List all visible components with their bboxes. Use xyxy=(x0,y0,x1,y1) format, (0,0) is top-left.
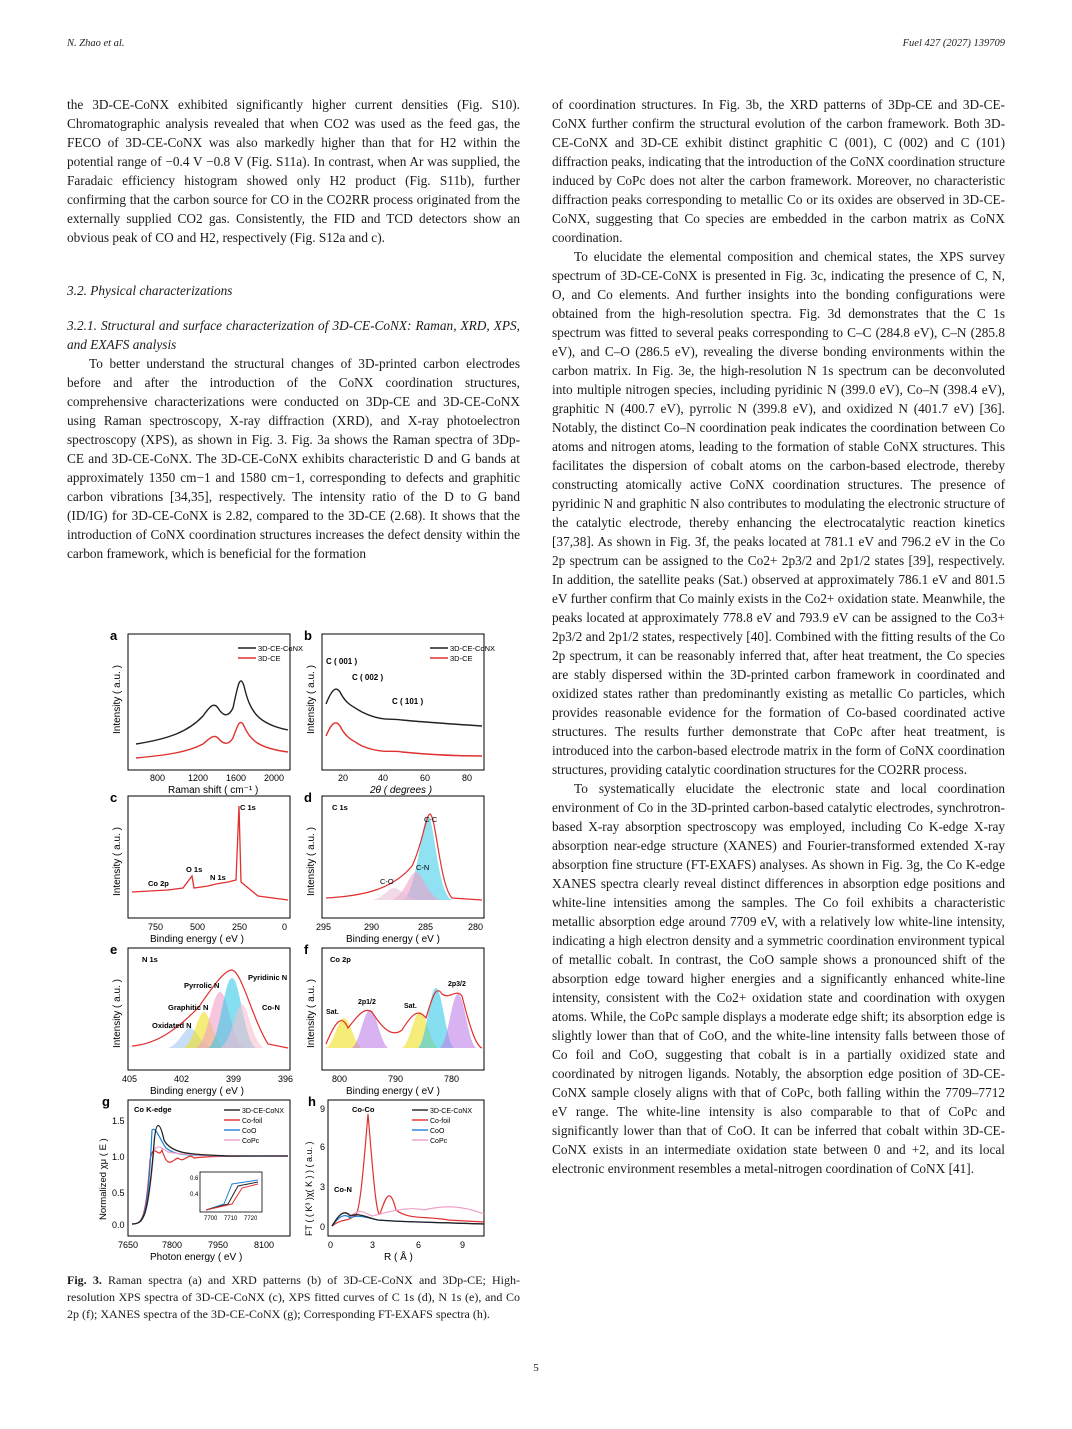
y-axis-label: FT ( ( K³ )χ( K ) ) ( a.u. ) xyxy=(304,1141,314,1236)
panel-f xyxy=(304,942,484,1097)
figure-3-panels xyxy=(100,626,498,1266)
tick-label: 1600 xyxy=(226,773,247,783)
tick-label: 790 xyxy=(388,1074,404,1084)
c1s-envelope xyxy=(326,814,482,900)
tick-label: 280 xyxy=(468,922,484,932)
paragraph: To elucidate the elemental composition and chemical states, the XPS survey spectrum of 3D-CE-CoNX is presented in Fig. 3c, indicating the presence of C, N, O, and Co elements. And further insights into the bonding configurations were obtained from the high-resolution spectra. Fig. 3d demonstrates that the C 1s spectrum was fitted to several peaks corresponding to C–C (284.8 eV), C–N (285.8 eV), and C–O (286.5 eV), revealing the diverse bonding environments within the carbon matrix. In Fig. 3e, the high-resolution N 1s spectrum can be deconvoluted into multiple nitrogen species, including pyridinic N (399.0 eV), Co–N (398.4 eV), graphitic N (400.7 eV), pyrrolic N (399.8 eV), and oxidized N (401.7 eV) [36]. Notably, the distinct Co–N coordination peak indicates the coordination between Co atoms and nitrogen atoms, leading to the formation of stable CoNX structures. This facilitates the dispersion of cobalt atoms on the carbon-based electrode, thereby constructing atomically active CoNX coordination structures. The presence of pyridinic N and graphitic N also contributes to modulating the electronic structure of the catalytic electrode, thereby enhancing the electrocatalytic reaction kinetics [37,38]. As shown in Fig. 3f, the peaks located at 781.1 eV and 796.2 eV in the Co 2p spectrum can be assigned to the Co2+ 2p3/2 and 2p1/2 states [39], respectively. In addition, the satellite peaks (Sat.) observed at approximately 786.1 eV and 801.5 eV further confirm that Co mainly exists in the Co2+ oxidation state. Meanwhile, the peaks located at approximately 778.8 eV and 793.9 eV can be assigned to the Co3+ 2p3/2 and 2p1/2 states, respectively [40]. Combined with the fitting results of the Co 2p spectrum, it can be reasonably inferred that, after heat treatment, the Co species are stably dispersed within the 3D-printed carbon framework in coordinated and oxidized states rather than predominantly existing as metallic Co particles, which provides reasonable evidence for the formation of Co-based coordinated active structures. The results further demonstrate that CoPc after heat treatment, is introduced into the carbon-based electrode matrix in the form of CoNX coordination structures, providing catalytic coordination structures for the CO2RR process. xyxy=(552,249,1005,777)
tick-label: 7950 xyxy=(208,1240,229,1250)
annotation: C-C xyxy=(424,815,438,824)
y-axis-label: Intensity ( a.u. ) xyxy=(306,665,317,734)
x-axis-label: Binding energy ( eV ) xyxy=(150,1086,244,1097)
legend-item: CoO xyxy=(430,1128,445,1135)
tick-label: 402 xyxy=(174,1074,190,1084)
annotation: C-O xyxy=(380,877,394,886)
figure-caption xyxy=(67,1272,520,1323)
panel-b xyxy=(304,628,495,796)
tick-label: 399 xyxy=(226,1074,242,1084)
paragraph: To better understand the structural changes of 3D-printed carbon electrodes before and after the introduction of the CoNX coordination structures, comprehensive characterizations were conducted on 3Dp-CE and 3D-CE-CoNX using Raman spectroscopy, X-ray diffraction (XRD), and X-ray photoelectron spectroscopy (XPS), as shown in Fig. 3. Fig. 3a shows the Raman spectra of 3Dp-CE and 3D-CE-CoNX. The 3D-CE-CoNX exhibits characteristic D and G bands at approximately 1350 cm−1 and 1580 cm−1, corresponding to defects and graphitic carbon vibrations [34,35], respectively. The intensity ratio of the D to G band (ID/IG) for 3D-CE-CoNX is 2.82, compared to the 3D-CE (2.68). It shows that the introduction of CoNX coordination structures increases the defect density within the carbon framework, which is beneficial for the formation xyxy=(67,356,520,561)
tick-label: 80 xyxy=(462,773,473,783)
annotation: Co-N xyxy=(262,1003,280,1012)
x-axis-label: R ( Å ) xyxy=(384,1252,413,1263)
section-heading: 3.2. Physical characterizations xyxy=(67,283,233,298)
tick-label: 250 xyxy=(232,922,248,932)
tick-label: 1.0 xyxy=(112,1152,125,1162)
legend-item: Co-foil xyxy=(430,1118,451,1125)
paragraph: To systematically elucidate the electronic state and local coordination environment of Co in the 3D-printed carbon-based catalytic electrodes, synchrotron-based X-ray absorption spectroscopy was employed, including Co K-edge X-ray absorption near-edge structure (XANES) and Fourier-transformed extended X-ray absorption fine structure (FT-EXAFS) analyses. As shown in Fig. 3g, the Co K-edge XANES spectra clearly reveal distinct differences in absorption edge positions and white-line intensities among the samples. The Co foil exhibits a characteristic metallic absorption edge around 7709 eV, with a relatively low white-line intensity, indicating a high electron density and a symmetric coordination environment typical of metallic cobalt. In contrast, the CoO sample shows a pronounced shift of the absorption edge toward higher energies and a significantly enhanced white-line intensity, consistent with the Co2+ oxidation state and coordination with oxygen atoms. While, the CoPc sample displays a moderate edge shift; its absorption edge is slightly lower than that of CoO, and the white-line intensity falls between those of Co foil and CoO, suggesting that cobalt is in a partially oxidized state and coordinated by nitrogen ligands. Notably, the absorption edge position of 3D-CE-CoNX sample closely aligns with that of CoPc, both falling within the 7709–7712 eV range. The white-line intensity is also comparable to that of CoPc and significantly lower than that of CoO. It can be inferred that cobalt within 3D-CE-CoNX exists in an intermediate oxidation state between 0 and +2, and its local electronic environment resembles a metal-nitrogen coordination of CoNX [41]. xyxy=(552,781,1005,1176)
annotation: Co 2p xyxy=(330,955,351,964)
tick-label: 1.5 xyxy=(112,1116,125,1126)
x-axis-label: Binding energy ( eV ) xyxy=(346,934,440,945)
annotation: N 1s xyxy=(142,955,158,964)
caption-label: Fig. 3. xyxy=(67,1273,102,1287)
tick-label: 60 xyxy=(420,773,431,783)
legend-item: 3D-CE-CoNX xyxy=(430,1108,473,1115)
x-axis-label: Raman shift ( cm⁻¹ ) xyxy=(168,785,259,796)
tick-label: 7650 xyxy=(118,1240,139,1250)
panel-letter: e xyxy=(110,942,118,957)
panel-letter: c xyxy=(110,790,118,805)
tick-label: 750 xyxy=(148,922,164,932)
legend-item: 3D-CE-CoNX xyxy=(450,644,496,653)
y-axis-label: Intensity ( a.u. ) xyxy=(112,979,123,1048)
page-number: 5 xyxy=(533,1362,539,1374)
tick-label: 1200 xyxy=(188,773,209,783)
tick-label: 285 xyxy=(418,922,434,932)
annotation: C ( 002 ) xyxy=(352,673,384,682)
tick-label: 0.6 xyxy=(190,1176,199,1182)
panel-letter: a xyxy=(110,628,118,643)
tick-label: 295 xyxy=(316,922,332,932)
tick-label: 9 xyxy=(460,1240,466,1250)
tick-label: 7800 xyxy=(162,1240,183,1250)
x-axis-label: Binding energy ( eV ) xyxy=(346,1086,440,1097)
panel-e xyxy=(110,942,293,1097)
panel-g xyxy=(98,1094,290,1263)
tick-label: 500 xyxy=(190,922,206,932)
tick-label: 6 xyxy=(416,1240,422,1250)
caption-text: Raman spectra (a) and XRD patterns (b) of 3D-CE-CoNX and 3Dp-CE; High-resolution XPS spectra of 3D-CE-CoNX (c), XPS fitted curves of C 1s (d), N 1s (e), and Co 2p (f); XANES spectra of the 3D-CE-CoNX (g); Corresponding FT-EXAFS spectra (h). xyxy=(67,1273,521,1321)
panel-c xyxy=(110,790,290,945)
annotation: 2p3/2 xyxy=(448,981,466,988)
tick-label: 0 xyxy=(320,1222,326,1232)
panel-h xyxy=(304,1094,484,1263)
y-axis-label: Normalized χμ ( E ) xyxy=(98,1138,109,1220)
running-header-authors: N. Zhao et al. xyxy=(67,38,125,49)
annotation: N 1s xyxy=(210,873,226,882)
panel-a xyxy=(110,628,303,796)
tick-label: 396 xyxy=(278,1074,294,1084)
annotation: Co-Co xyxy=(352,1105,375,1114)
panel-letter: d xyxy=(304,790,312,805)
annotation: C ( 101 ) xyxy=(392,697,424,706)
annotation: 2p1/2 xyxy=(358,999,376,1006)
panel-d xyxy=(304,790,484,945)
co2p-half-peak-1 xyxy=(352,1010,388,1048)
y-axis-label: Intensity ( a.u. ) xyxy=(112,665,123,734)
annotation: Graphitic N xyxy=(168,1003,209,1012)
x-axis-label: Photon energy ( eV ) xyxy=(150,1252,243,1263)
annotation: Sat. xyxy=(326,1009,339,1016)
tick-label: 40 xyxy=(378,773,389,783)
legend-item: Co-foil xyxy=(242,1118,263,1125)
co2-peak xyxy=(440,994,476,1048)
tick-label: 6 xyxy=(320,1142,326,1152)
legend-item: 3D-CE xyxy=(258,654,281,663)
left-column xyxy=(67,95,520,563)
tick-label: 2000 xyxy=(264,773,285,783)
annotation: C 1s xyxy=(332,803,348,812)
tick-label: 0 xyxy=(282,922,288,932)
tick-label: 0.5 xyxy=(112,1188,125,1198)
running-header-journal: Fuel 427 (2027) 139709 xyxy=(902,38,1005,49)
tick-label: 405 xyxy=(122,1074,138,1084)
tick-label: 0 xyxy=(328,1240,334,1250)
panel-letter: f xyxy=(304,942,309,957)
annotation: Oxidated N xyxy=(152,1021,192,1030)
paragraph: the 3D-CE-CoNX exhibited significantly higher current densities (Fig. S10). Chromatographic analysis revealed that when CO2 was used as the feed gas, the FECO of 3D-CE-CoNX was also markedly higher than that for H2 within the potential range of −0.4 V −0.8 V (Fig. S11a). In contrast, when Ar was supplied, the Faradaic efficiency histogram showed only H2 product (Fig. S11b), further confirming that the carbon source for CO in the CO2RR process originated from the externally supplied CO2 gas. Consistently, the FID and TCD detectors show an obvious peak of CO and H2, respectively (Fig. S12a and c). xyxy=(67,97,520,245)
tick-label: 7720 xyxy=(244,1216,258,1222)
tick-label: 800 xyxy=(150,773,166,783)
tick-label: 9 xyxy=(320,1104,326,1114)
tick-label: 8100 xyxy=(254,1240,275,1250)
tick-label: 0.0 xyxy=(112,1220,125,1230)
y-axis-label: Intensity ( a.u. ) xyxy=(306,827,317,896)
right-column xyxy=(552,95,1005,1178)
tick-label: 20 xyxy=(338,773,349,783)
annotation: Co K-edge xyxy=(134,1105,172,1114)
panel-letter: b xyxy=(304,628,312,643)
figure-3 xyxy=(100,626,498,1266)
annotation: Pyridinic N xyxy=(248,973,288,982)
annotation: C ( 001 ) xyxy=(326,657,358,666)
legend-item: CoPc xyxy=(242,1138,260,1145)
legend-item: 3D-CE-CoNX xyxy=(258,644,304,653)
annotation: O 1s xyxy=(186,865,203,874)
tick-label: 800 xyxy=(332,1074,348,1084)
legend-item: CoPc xyxy=(430,1138,448,1145)
panel-letter: h xyxy=(308,1094,316,1109)
y-axis-label: Intensity ( a.u. ) xyxy=(112,827,123,896)
y-axis-label: Intensity ( a.u. ) xyxy=(306,979,317,1048)
tick-label: 0.4 xyxy=(190,1192,199,1198)
annotation: Co 2p xyxy=(148,879,169,888)
tick-label: 290 xyxy=(364,922,380,932)
annotation: Sat. xyxy=(404,1003,417,1010)
legend-item: 3D-CE-CoNX xyxy=(242,1108,285,1115)
x-axis-label: 2θ ( degrees ) xyxy=(370,785,433,796)
annotation: Co-N xyxy=(334,1185,352,1194)
annotation: Pyrrolic N xyxy=(184,981,220,990)
tick-label: 780 xyxy=(444,1074,460,1084)
tick-label: 3 xyxy=(370,1240,376,1250)
x-axis-label: Binding energy ( eV ) xyxy=(150,934,244,945)
raman-series-conx xyxy=(136,681,288,744)
panel-letter: g xyxy=(102,1094,110,1109)
legend-item: 3D-CE xyxy=(450,654,473,663)
tick-label: 7700 xyxy=(204,1216,218,1222)
paragraph: of coordination structures. In Fig. 3b, the XRD patterns of 3Dp-CE and 3D-CE-CoNX further confirm the structural evolution of the carbon framework. Both 3D-CE-CoNX and 3D-CE exhibit distinct graphitic C (001), C (002) and C (101) diffraction peaks, indicating that the introduction of the CoNX coordination structure induced by CoPc does not alter the carbon framework. Moreover, no characteristic diffraction peaks corresponding to metallic Co or its oxides are observed in 3D-CE-CoNX, suggesting that Co species are embedded in the carbon matrix as CoNX coordination. xyxy=(552,97,1005,245)
subsection-heading: 3.2.1. Structural and surface characterization of 3D-CE-CoNX: Raman, XRD, XPS, and EXAFS analysis xyxy=(67,318,520,352)
tick-label: 7710 xyxy=(224,1216,238,1222)
xrd-series-ce xyxy=(326,723,482,756)
ft-conx xyxy=(332,1213,484,1226)
xrd-series-conx xyxy=(326,689,482,726)
annotation: C-N xyxy=(416,863,430,872)
annotation: C 1s xyxy=(240,803,256,812)
legend-item: CoO xyxy=(242,1128,257,1135)
tick-label: 3 xyxy=(320,1182,326,1192)
